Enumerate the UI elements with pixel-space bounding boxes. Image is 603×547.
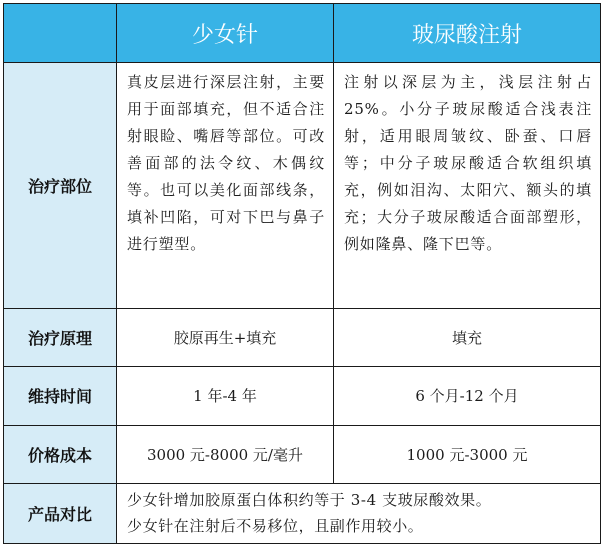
duration-hyaluronic-acid: 6 个月-12 个月 <box>334 367 601 425</box>
header-sculptra: 少女针 <box>117 4 334 63</box>
comparison-line-2: 少女针在注射后不易移位，且副作用较小。 <box>127 517 424 536</box>
row-comparison <box>4 483 601 543</box>
row-label-treatment-area: 治疗部位 <box>4 63 117 309</box>
header-row <box>4 4 601 63</box>
row-price <box>4 425 601 483</box>
principle-sculptra: 胶原再生+填充 <box>117 309 334 367</box>
row-label-comparison: 产品对比 <box>4 483 117 543</box>
header-hyaluronic-acid: 玻尿酸注射 <box>334 4 601 63</box>
row-label-principle: 治疗原理 <box>4 309 117 367</box>
row-treatment-area <box>4 63 601 309</box>
duration-sculptra: 1 年-4 年 <box>117 367 334 425</box>
row-duration <box>4 367 601 425</box>
comparison-summary <box>117 483 601 543</box>
row-principle <box>4 309 601 367</box>
comparison-table <box>3 3 601 544</box>
treatment-area-hyaluronic-acid: 注射以深层为主，浅层注射占 25%。小分子玻尿酸适合浅表注射，适用眼周皱纹、卧蚕、口唇等；中分子玻尿酸适合软组织填充，例如泪沟、太阳穴、额头的填充；大分子玻尿酸适合面部塑形，例如隆鼻、隆下巴等。 <box>334 63 601 309</box>
header-corner-cell <box>4 4 117 63</box>
row-label-price: 价格成本 <box>4 425 117 483</box>
treatment-area-sculptra: 真皮层进行深层注射，主要用于面部填充，但不适合注射眼睑、嘴唇等部位。可改善面部的法令纹、木偶纹等。也可以美化面部线条，填补凹陷，可对下巴与鼻子进行塑型。 <box>117 63 334 309</box>
comparison-line-1: 少女针增加胶原蛋白体积约等于 3-4 支玻尿酸效果。 <box>127 491 492 510</box>
price-sculptra: 3000 元-8000 元/毫升 <box>117 425 334 483</box>
price-hyaluronic-acid: 1000 元-3000 元 <box>334 425 601 483</box>
principle-hyaluronic-acid: 填充 <box>334 309 601 367</box>
row-label-duration: 维持时间 <box>4 367 117 425</box>
